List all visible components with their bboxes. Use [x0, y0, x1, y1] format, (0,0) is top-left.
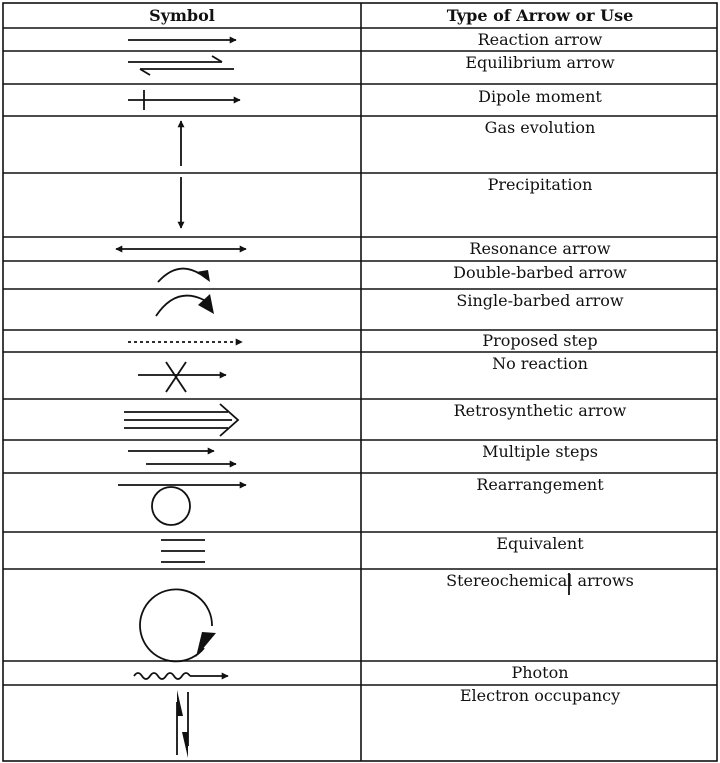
- equilibrium-arrow-icon: [128, 56, 234, 75]
- row-label-no-reaction: No reaction: [492, 354, 588, 373]
- row-label-gas-evolution: Gas evolution: [484, 118, 596, 137]
- photon-icon: [134, 673, 228, 679]
- multiple-steps-icon: [128, 451, 236, 464]
- row-label-equilibrium-arrow: Equilibrium arrow: [465, 53, 615, 72]
- row-label-precipitation: Precipitation: [487, 175, 593, 194]
- row-label-multiple-steps: Multiple steps: [482, 442, 598, 461]
- symbol-column-header: Symbol: [149, 6, 215, 25]
- row-label-electron-occupancy: Electron occupancy: [459, 686, 621, 705]
- no-reaction-icon: [138, 362, 226, 392]
- row-label-reaction-arrow: Reaction arrow: [477, 30, 603, 49]
- row-label-dipole-moment: Dipole moment: [478, 87, 602, 106]
- row-label-proposed-step: Proposed step: [482, 331, 598, 350]
- row-label-retrosynthetic-arrow: Retrosynthetic arrow: [453, 401, 627, 420]
- table-grid: [3, 3, 717, 761]
- row-label-resonance-arrow: Resonance arrow: [469, 239, 611, 258]
- label-column: [446, 30, 634, 705]
- row-label-stereochemical-arrows: Stereochemical arrows: [446, 571, 634, 590]
- electron-occupancy-icon: [177, 690, 188, 758]
- dipole-moment-icon: [128, 90, 240, 110]
- row-label-double-barbed-arrow: Double-barbed arrow: [453, 263, 627, 282]
- row-label-single-barbed-arrow: Single-barbed arrow: [456, 291, 624, 310]
- double-barbed-arrow-icon: [158, 269, 210, 282]
- use-column-header: Type of Arrow or Use: [446, 6, 634, 25]
- rearrangement-icon: [118, 485, 246, 525]
- retrosynthetic-arrow-icon: [124, 404, 238, 436]
- stereochemical-arrows-icon: [140, 589, 216, 661]
- row-label-photon: Photon: [511, 663, 569, 682]
- row-label-equivalent: Equivalent: [496, 534, 584, 553]
- single-barbed-arrow-icon: [156, 294, 214, 316]
- row-label-rearrangement: Rearrangement: [476, 475, 604, 494]
- equivalent-icon: [161, 540, 205, 562]
